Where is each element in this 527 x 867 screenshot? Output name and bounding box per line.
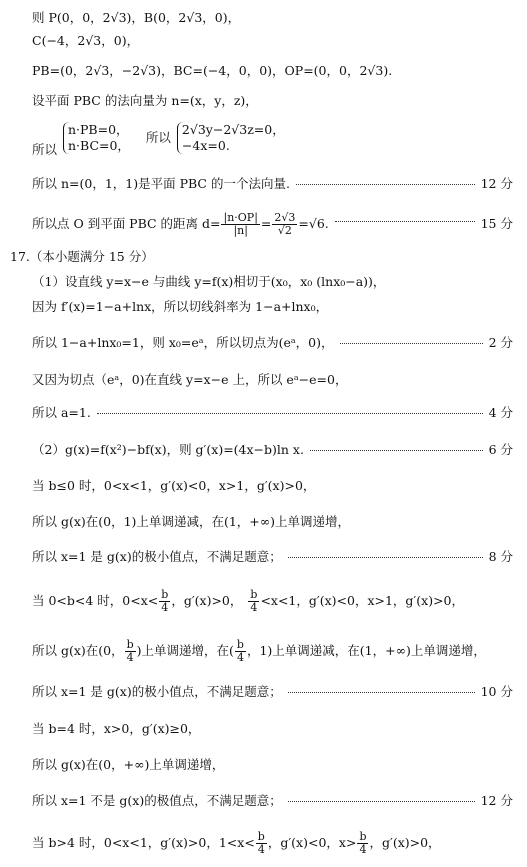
case-b-eq-4-conclusion: 所以 x=1 不是 g(x)的极值点，不满足题意； 12 分 <box>32 793 513 808</box>
vector-line: PB=(0，2√3，−2√3)，BC=(−4，0，0)，OP=(0，0，2√3). <box>32 63 393 78</box>
sqrt-fraction: $\frac{2√3}{√2}$ <box>274 210 296 237</box>
b-over-4-fraction: $\frac{b}{4}$ <box>257 829 265 856</box>
leader-dots <box>340 343 483 344</box>
b-over-4-fraction: $\frac{b}{4}$ <box>250 587 258 614</box>
normal-vector-result: 所以 n=(0，1，1)是平面 PBC 的一个法向量. 12 分 <box>32 176 513 191</box>
score-4: 4 分 <box>488 405 513 420</box>
equation-systems: 所以 n·PB=0， n·BC=0， 所以 2√3y−2√3z=0， −4x=0. <box>32 122 285 157</box>
case-b-eq-4: 当 b=4 时，x>0，g′(x)≥0， <box>32 721 201 736</box>
case-b-le-0-conclusion: 所以 x=1 是 g(x)的极小值点，不满足题意； 8 分 <box>32 549 513 564</box>
part2-derivative: （2）g(x)=f(x²)−bf(x)，则 g′(x)=(4x−b)ln x. 6 分 <box>32 442 513 457</box>
case-b-eq-4-monotonic: 所以 g(x)在(0，+∞)上单调递增， <box>32 757 225 772</box>
problem-17-heading: 17.（本小题满分 15 分） <box>10 249 154 264</box>
leader-dots <box>335 221 475 222</box>
b-over-4-fraction: $\frac{b}{4}$ <box>161 587 169 614</box>
score-15: 15 分 <box>480 216 513 231</box>
leader-dots <box>288 801 475 802</box>
system-right: 2√3y−2√3z=0， −4x=0. <box>177 122 285 154</box>
case-0-b-4-monotonic: 所以 g(x)在(0， $\frac{b}{4}$ )上单调递增，在( $\frac{b}{4}$ ，1)上单调递减，在(1，+∞)上单调递增， <box>32 637 486 664</box>
leader-dots <box>288 557 483 558</box>
leader-dots <box>288 692 475 693</box>
score-10: 10 分 <box>480 684 513 699</box>
score-6: 6 分 <box>488 442 513 457</box>
leader-dots <box>310 450 483 451</box>
case-b-le-0-monotonic: 所以 g(x)在(0，1)上单调递减，在(1，+∞)上单调递增， <box>32 514 351 529</box>
case-b-gt-4: 当 b>4 时，0<x<1，g′(x)>0，1<x< $\frac{b}{4}$ ，g′(x)<0，x> $\frac{b}{4}$ ，g′(x)>0， <box>32 829 441 856</box>
part1-tangent: （1）设直线 y=x−e 与曲线 y=f(x)相切于(x₀，x₀ (lnx₀−a))， <box>32 274 386 289</box>
system-left: n·PB=0， n·BC=0， <box>63 122 130 154</box>
b-over-4-fraction: $\frac{b}{4}$ <box>236 637 244 664</box>
coord-line-pb: 则 P(0，0，2√3)，B(0，2√3，0)， <box>32 10 241 25</box>
leader-dots <box>296 184 475 185</box>
part1-derivative: 因为 f′(x)=1−a+lnx，所以切线斜率为 1−a+lnx₀， <box>32 299 329 314</box>
case-0-b-4: 当 0<b<4 时，0<x< $\frac{b}{4}$ ，g′(x)>0， $\frac{b}{4}$ <x<1，g′(x)<0，x>1，g′(x)>0， <box>32 587 465 614</box>
coord-line-c: C(−4，2√3，0)， <box>32 33 140 48</box>
normal-vector-intro: 设平面 PBC 的法向量为 n=(x，y，z)， <box>32 93 258 108</box>
score-12: 12 分 <box>480 176 513 191</box>
part1-on-line: 又因为切点（eᵃ，0)在直线 y=x−e 上，所以 eᵃ−e=0， <box>32 372 348 387</box>
distance-fraction: $\frac{|n\cdot OP|}{|n|}$ <box>223 210 258 237</box>
part1-answer: 所以 a=1. 4 分 <box>32 405 513 420</box>
score-12b: 12 分 <box>480 793 513 808</box>
score-2: 2 分 <box>488 335 513 350</box>
leader-dots <box>97 413 483 414</box>
part1-tangent-point: 所以 1−a+lnx₀=1，则 x₀=eᵃ，所以切点为(eᵃ，0)， 2 分 <box>32 335 513 350</box>
b-over-4-fraction: $\frac{b}{4}$ <box>359 829 367 856</box>
score-8: 8 分 <box>488 549 513 564</box>
case-b-le-0: 当 b≤0 时，0<x<1，g′(x)<0，x>1，g′(x)>0， <box>32 478 316 493</box>
distance-line: 所以点 O 到平面 PBC 的距离 d= $\frac{|n\cdot OP|}{|n|}$ = $\frac{2√3}{√2}$ =√6. 15 分 <box>32 210 513 237</box>
case-0-b-4-conclusion: 所以 x=1 是 g(x)的极小值点，不满足题意； 10 分 <box>32 684 513 699</box>
b-over-4-fraction: $\frac{b}{4}$ <box>126 637 134 664</box>
